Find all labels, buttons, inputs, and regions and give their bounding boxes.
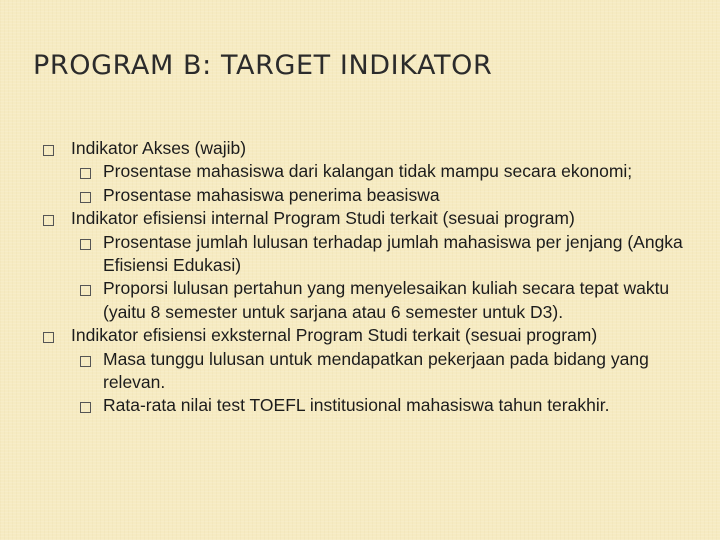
sub-bullet-item: [0, 277, 720, 324]
bullet-item: [0, 324, 720, 347]
bullet-item: [0, 137, 720, 160]
sub-bullet-text: Rata-rata nilai test TOEFL institusional mahasiswa tahun terakhir.: [103, 395, 610, 416]
sub-bullet-text: Masa tunggu lulusan untuk mendapatkan pekerjaan pada bidang yang relevan.: [103, 348, 649, 393]
bullet-square-icon: [80, 356, 91, 367]
bullet-text: Indikator Akses (wajib): [71, 138, 247, 158]
bullet-square-icon: [80, 402, 91, 413]
sub-bullet-item: [0, 231, 720, 278]
bullet-text: Indikator efisiensi internal Program Studi terkait (sesuai program): [71, 208, 575, 229]
sub-bullet-item: [0, 184, 720, 207]
bullet-item: [0, 207, 720, 230]
bullet-list: [0, 137, 720, 418]
bullet-square-icon: [43, 145, 54, 156]
slide-title: PROGRAM B: TARGET INDIKATOR: [33, 50, 493, 81]
bullet-square-icon: [80, 285, 91, 296]
sub-bullet-text: Prosentase jumlah lulusan terhadap jumlah mahasiswa per jenjang (Angka Efisiensi Edukasi): [103, 231, 683, 276]
bullet-text: Indikator efisiensi exksternal Program Studi terkait (sesuai program): [71, 325, 598, 346]
bullet-square-icon: [80, 239, 91, 250]
sub-bullet-text: Prosentase mahasiswa dari kalangan tidak mampu secara ekonomi;: [103, 161, 633, 182]
sub-bullet-text: Prosentase mahasiswa penerima beasiswa: [103, 184, 440, 205]
bullet-square-icon: [80, 192, 91, 203]
bullet-square-icon: [43, 215, 54, 226]
bullet-square-icon: [43, 332, 54, 343]
sub-bullet-text: Proporsi lulusan pertahun yang menyelesaikan kuliah secara tepat waktu (yaitu 8 semester untuk sarjana atau 6 semester untuk D3).: [103, 278, 670, 322]
sub-bullet-item: [0, 394, 720, 417]
bullet-square-icon: [80, 168, 91, 179]
sub-bullet-item: [0, 348, 720, 395]
sub-bullet-item: [0, 160, 720, 183]
